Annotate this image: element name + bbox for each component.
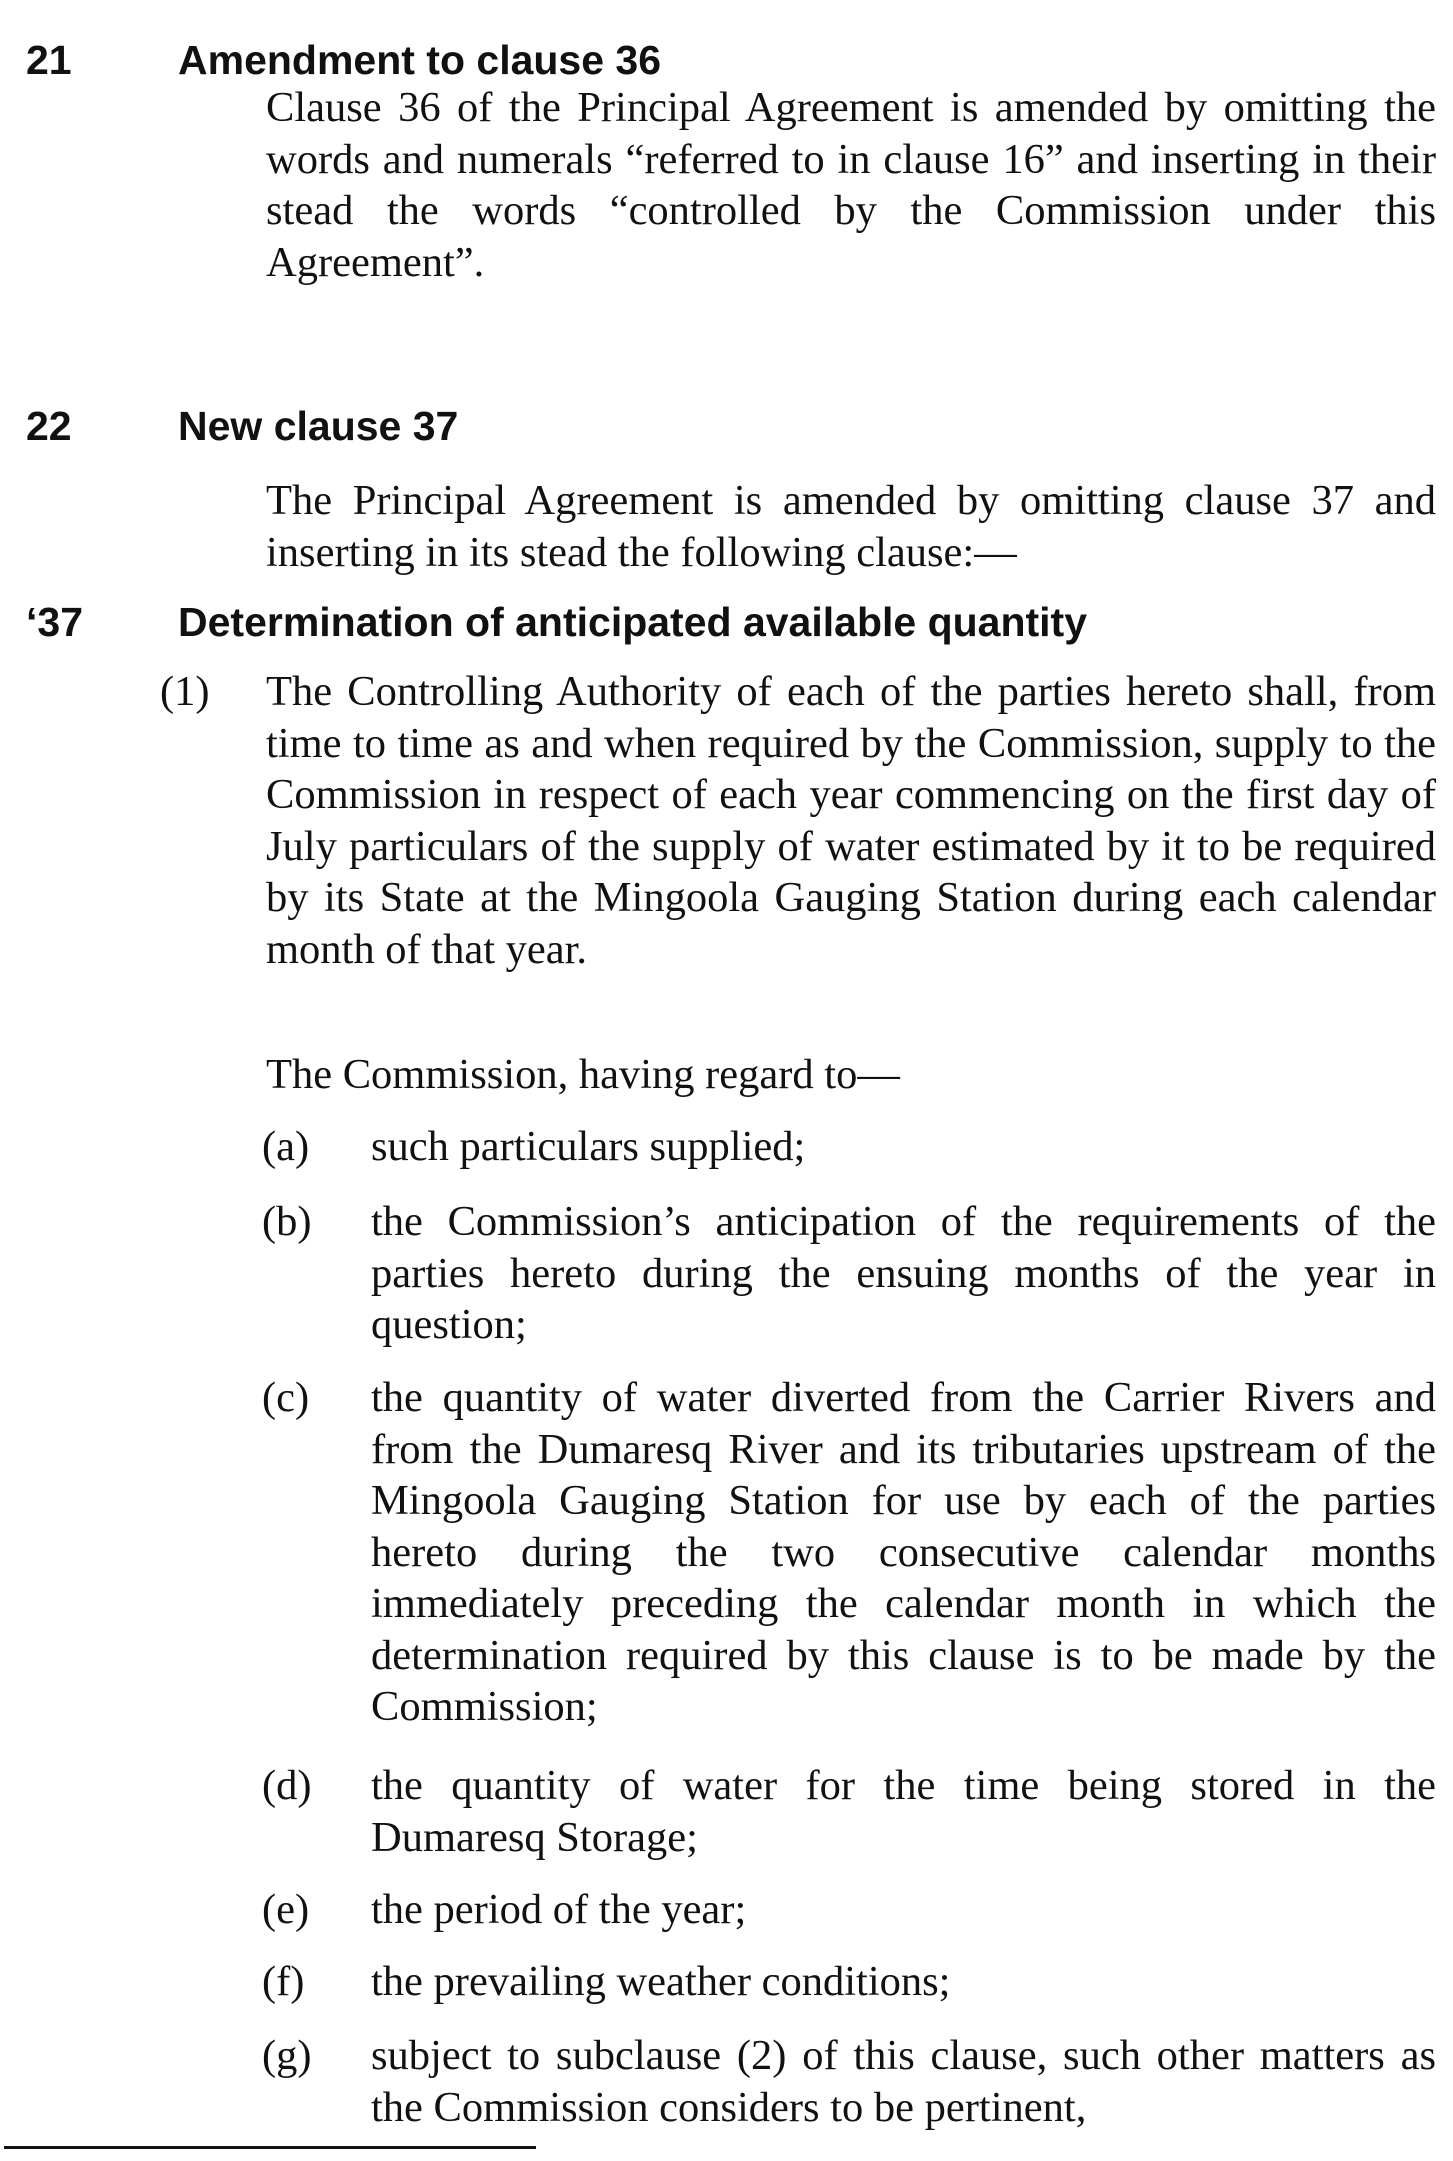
list-item-text: the prevailing weather conditions; xyxy=(371,1958,951,2005)
list-item-text: the Commission’s anticipation of the requirements of the parties hereto during the ensuing months of the year in question; xyxy=(371,1198,1436,1348)
clause-number: ‘37 xyxy=(26,598,83,645)
list-item-label: (c) xyxy=(262,1374,310,1421)
list-item-label: (a) xyxy=(262,1123,310,1170)
subclause-text: The Controlling Authority of each of the parties hereto shall, from time to time as and when required by the Commission, supply to the Commission in respect of each year commencing on the first day of July particulars of the supply of water estimated by it to be required by its State at the Mingoola Gauging Station during each calendar month of that year. xyxy=(266,668,1436,973)
list-item-text: such particulars supplied; xyxy=(371,1123,806,1170)
section-title: New clause 37 xyxy=(178,402,459,449)
section-heading-21 xyxy=(20,30,1433,90)
footnote-rule xyxy=(4,2146,536,2149)
section-number: 22 xyxy=(26,402,72,449)
list-item-text: the quantity of water for the time being stored in the Dumaresq Storage; xyxy=(371,1762,1436,1861)
section-paragraph: The Principal Agreement is amended by omitting clause 37 and inserting in its stead the following clause:— xyxy=(266,477,1436,576)
section-title: Amendment to clause 36 xyxy=(178,36,662,83)
list-item-label: (g) xyxy=(262,2032,312,2079)
list-item-label: (b) xyxy=(262,1198,312,1245)
list-item-text: subject to subclause (2) of this clause, such other matters as the Commission considers to be pertinent, xyxy=(371,2032,1436,2131)
list-item-label: (d) xyxy=(262,1762,312,1809)
section-heading-22 xyxy=(20,396,1433,456)
list-item-label: (e) xyxy=(262,1886,310,1933)
clause-title: Determination of anticipated available quantity xyxy=(178,598,1088,645)
list-item-text: the quantity of water diverted from the Carrier Rivers and from the Dumaresq River and its tributaries upstream of the Mingoola Gauging Station for use by each of the parties hereto during the two consecutive calendar months immediately preceding the calendar month in which the determination required by this clause is to be made by the Commission; xyxy=(371,1374,1436,1730)
list-item-text: the period of the year; xyxy=(371,1886,747,1933)
list-item-label: (f) xyxy=(262,1958,305,2005)
subclause-label: (1) xyxy=(160,668,210,715)
clause-heading-37 xyxy=(20,592,1433,652)
section-paragraph: Clause 36 of the Principal Agreement is amended by omitting the words and numerals “referred to in clause 16” and inserting in their stead the words “controlled by the Commission under this Agreement”. xyxy=(266,84,1436,286)
clause-intro: The Commission, having regard to— xyxy=(266,1051,900,1098)
section-number: 21 xyxy=(26,36,72,83)
